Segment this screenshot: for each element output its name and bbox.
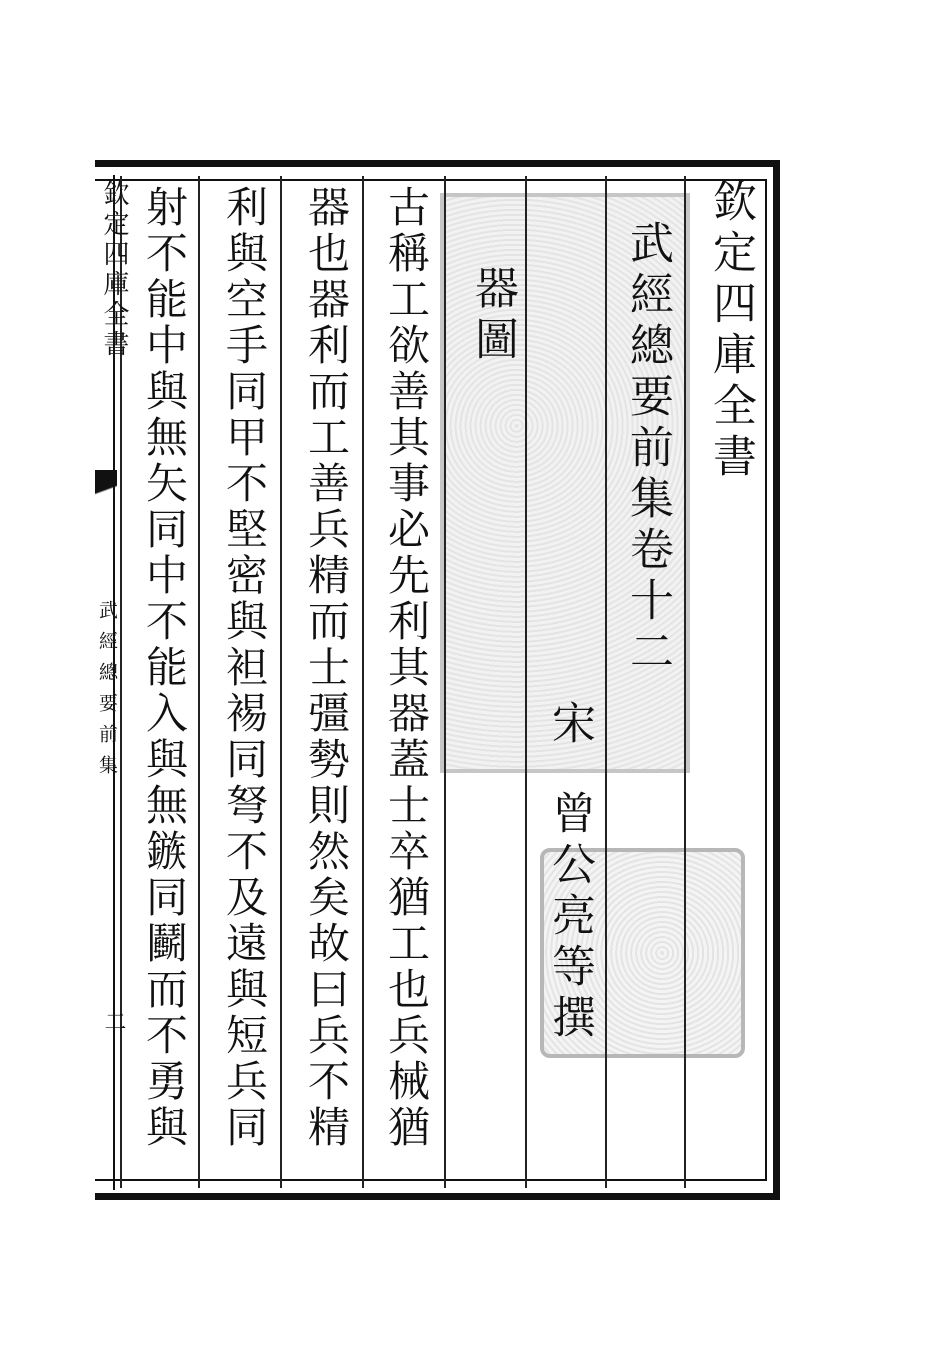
column-rule: [684, 176, 686, 1188]
page-number: 二: [101, 1010, 126, 1044]
book-title: 武經總要前集卷十二: [622, 220, 673, 679]
dynasty-label: 宋: [544, 700, 595, 751]
column-rule: [605, 176, 607, 1188]
fish-tail-mark: [95, 470, 117, 510]
column-rule: [444, 176, 446, 1188]
author-credit: 曾公亮等撰: [544, 790, 595, 1045]
fold-title: 欽定四庫全書: [99, 180, 129, 360]
section-heading: 器圖: [467, 265, 518, 367]
body-line-3: 利與空手同甲不堅密與袒裼同弩不及遠與短兵同: [220, 185, 269, 1151]
column-rule: [362, 176, 364, 1188]
body-line-2: 器也器利而工善兵精而士彊勢則然矣故曰兵不精: [302, 185, 351, 1151]
column-rule: [280, 176, 282, 1188]
body-line-1: 古稱工欲善其事必先利其器蓋士卒猶工也兵械猶: [382, 185, 431, 1151]
column-rule: [198, 176, 200, 1188]
body-line-4: 射不能中與無矢同中不能入與無鏃同鬬而不勇與: [140, 185, 189, 1151]
side-title: 武經總要前集: [96, 600, 118, 786]
column-rule: [525, 176, 527, 1188]
collection-title: 欽定四庫全書: [705, 178, 756, 484]
